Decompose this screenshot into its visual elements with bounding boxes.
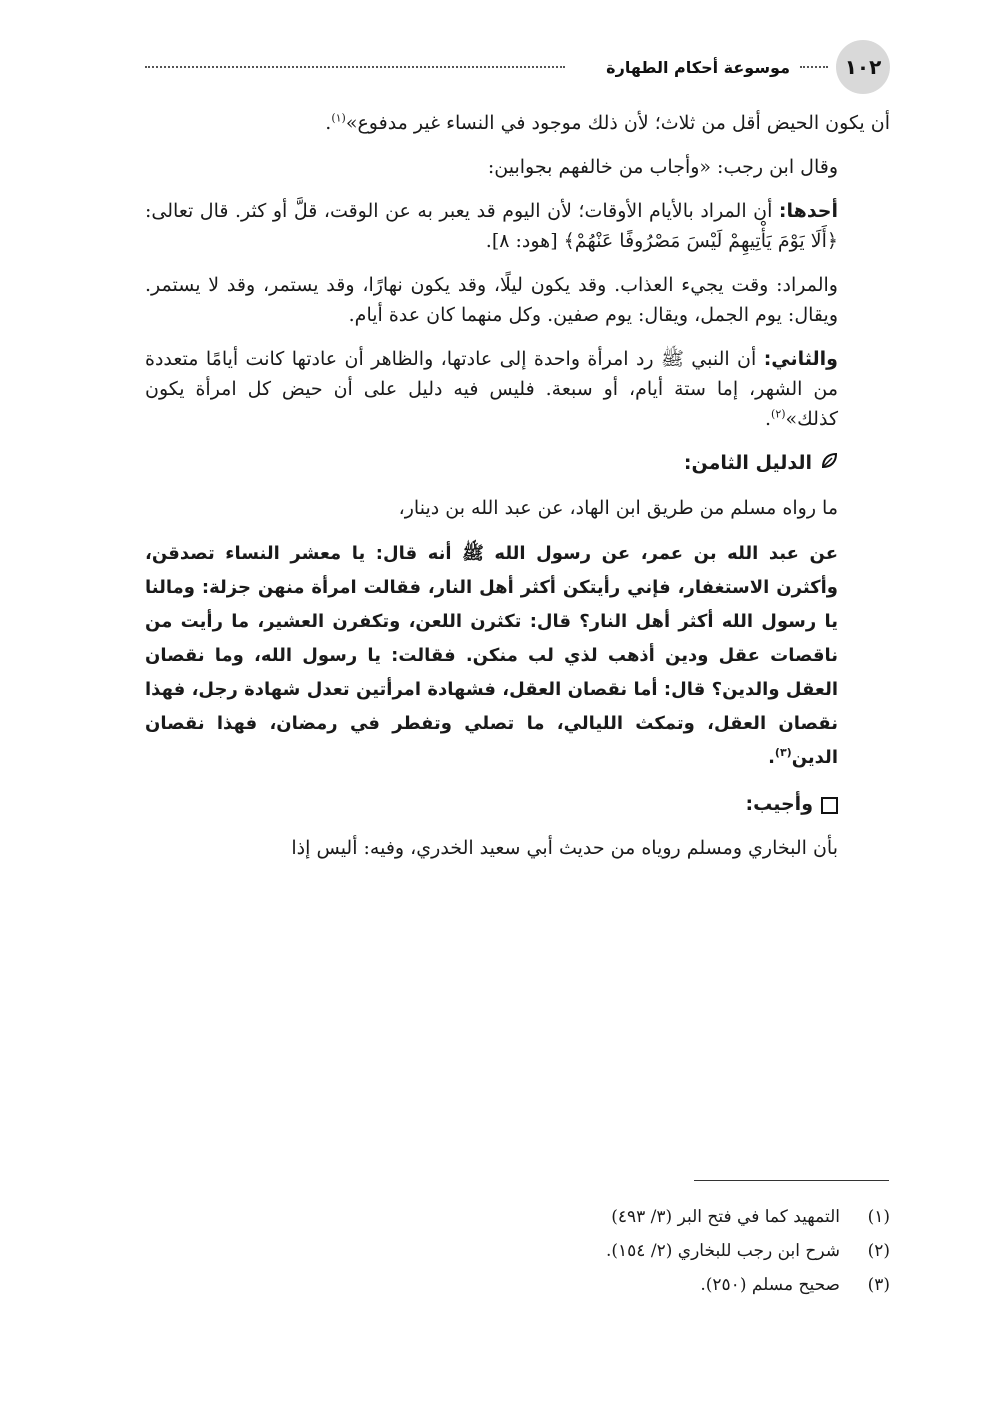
footnote-separator [694, 1180, 889, 1181]
point-label: أحدها: [778, 200, 838, 222]
footnote: (١)التمهيد كما في فتح البر (٣/ ٤٩٣) [611, 1207, 890, 1227]
footnote: (٢)شرح ابن رجب للبخاري (٢/ ١٥٤). [606, 1241, 890, 1261]
paragraph: ما رواه مسلم من طريق ابن الهاد، عن عبد الله بن دينار، [398, 497, 838, 519]
footnote-ref[interactable]: (٣) [774, 746, 792, 759]
page-number: ١٠٢ [836, 40, 890, 94]
footnote-ref[interactable]: (١) [331, 111, 346, 125]
paragraph: وقال ابن رجب: «وأجاب من خالفهم بجوابين: [487, 156, 838, 178]
footnote: (٣)صحيح مسلم (٢٥٠). [700, 1275, 890, 1295]
section-heading: وأجيب: [145, 789, 890, 819]
paragraph: أحدها: أن المراد بالأيام الأوقات؛ لأن اليوم قد يعبر به عن الوقت، قلَّ أو كثر. قال تعالى: ﴿أَلَا يَوْمَ يَأْتِيهِمْ لَيْسَ مَصْرُوفًا عَنْهُمْ﴾ [هود: ٨]. [145, 200, 838, 252]
page-header [145, 40, 890, 100]
hadith-text: عن عبد الله بن عمر، عن رسول الله ﷺ أنه قال: يا معشر النساء تصدقن، وأكثرن الاستغفار، فإني رأيتكن أكثر أهل النار، فقالت امرأة منهن جزلة: ومالنا يا رسول الله أكثر أهل النار؟ قال: تكثرن اللعن، وتكفرن العشير، ما رأيت من ناقصات عقل ودين أذهب لذي لب منكن. فقالت: يا رسول الله، وما نقصان العقل والدين؟ قال: أما نقصان العقل، فشهادة امرأتين تعدل شهادة رجل، فهذا نقصان العقل، وتمكث الليالي، ما تصلي وتفطر في رمضان، فهذا نقصان الدين$^{(٣)}$. [145, 543, 838, 768]
header-dotted-rule-right [800, 66, 828, 68]
header-dotted-rule-left [145, 66, 565, 68]
running-title: موسوعة أحكام الطهارة [606, 58, 790, 77]
section-heading: الدليل الثامن: [145, 448, 890, 479]
footnotes [145, 1200, 890, 1302]
paragraph: أن يكون الحيض أقل من ثلاث؛ لأن ذلك موجود في النساء غير مدفوع»$^{(١)}$. [325, 111, 890, 134]
square-bullet-icon [821, 797, 838, 814]
paragraph: والثاني: أن النبي ﷺ رد امرأة واحدة إلى عادتها، والظاهر أن عادتها كانت أيامًا متعددة من الشهر، إما ستة أيام، أو سبعة. فليس فيه دليل على أن حيض كل امرأة يكون كذلك»$^{(٢)}$. [145, 348, 838, 430]
footnote-ref[interactable]: (٢) [771, 407, 786, 421]
point-label: والثاني: [763, 348, 838, 370]
paragraph: بأن البخاري ومسلم روياه من حديث أبي سعيد الخدري، وفيه: أليس إذا [291, 837, 838, 859]
paragraph: والمراد: وقت يجيء العذاب. وقد يكون ليلًا، وقد يكون نهارًا، وقد يستمر، وقد لا يستمر. ويقال: يوم الجمل، ويقال: يوم صفين. وكل منهما كان عدة أيام. [145, 274, 838, 326]
leaf-icon [820, 449, 838, 479]
page-body [145, 108, 890, 877]
